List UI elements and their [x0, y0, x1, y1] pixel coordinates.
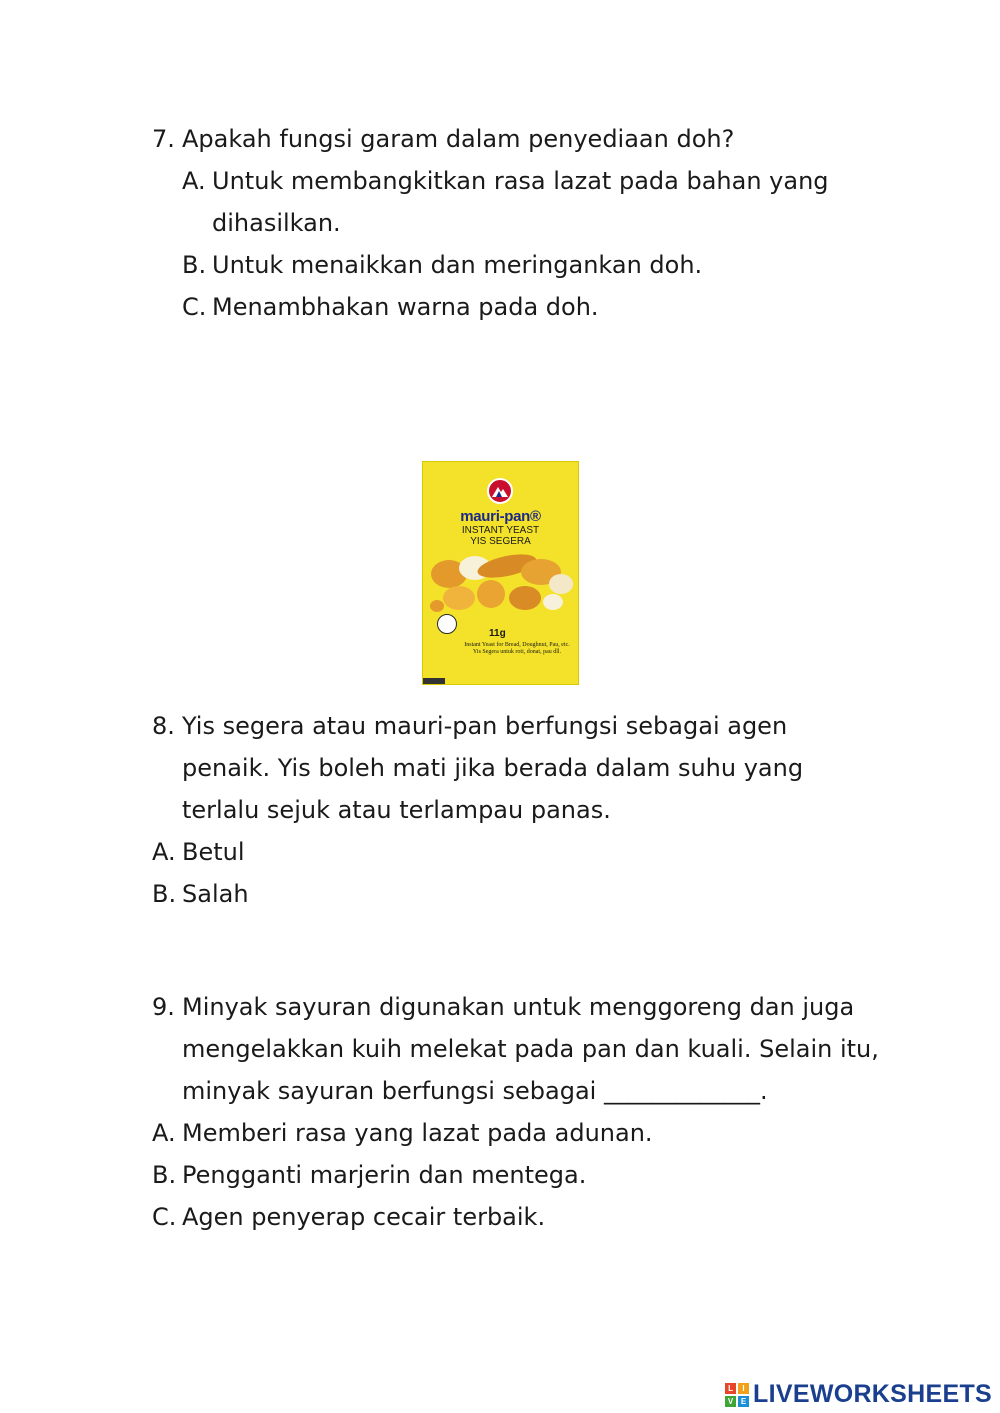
option-letter: C.	[152, 1203, 177, 1231]
option-a[interactable]	[152, 831, 872, 873]
options-list	[182, 160, 872, 328]
option-letter: B.	[152, 880, 177, 908]
option-letter: A.	[152, 838, 176, 866]
option-b[interactable]	[152, 873, 872, 915]
option-b[interactable]	[152, 1154, 912, 1196]
option-text: Memberi rasa yang lazat pada adunan.	[182, 1119, 653, 1147]
option-text: Menambhakan warna pada doh.	[212, 293, 599, 321]
option-letter: B.	[182, 251, 207, 279]
question-text: Apakah fungsi garam dalam penyediaan doh?	[182, 125, 735, 153]
question-text: Yis segera atau mauri-pan berfungsi sebagai agen penaik. Yis boleh mati jika berada dalam suhu yang terlalu sejuk atau terlampau panas.	[182, 712, 804, 824]
question-number: 7.	[152, 125, 175, 153]
option-letter: B.	[152, 1161, 177, 1189]
option-a[interactable]	[152, 1112, 912, 1154]
option-text: Untuk menaikkan dan meringankan doh.	[212, 251, 703, 279]
liveworksheets-mark-icon	[725, 1383, 749, 1407]
option-letter: A.	[152, 1119, 176, 1147]
option-text: Betul	[182, 838, 245, 866]
option-text: Salah	[182, 880, 249, 908]
packet-brand: mauri-pan®	[460, 508, 541, 525]
option-letter: A.	[182, 167, 206, 195]
question-7	[152, 118, 872, 328]
mark-letter: L	[725, 1383, 736, 1394]
question-text: Minyak sayuran digunakan untuk menggoreng dan juga mengelakkan kuih melekat pada pan dan kuali. Selain itu, minyak sayuran berfungsi sebagai _____________.	[182, 993, 879, 1105]
liveworksheets-wordmark: LIVEWORKSHEETS	[753, 1380, 992, 1408]
options-list	[152, 831, 872, 915]
packet-weight: 11g	[489, 628, 506, 639]
mark-letter: V	[725, 1396, 736, 1407]
bread-illustration	[429, 550, 575, 616]
option-text: Untuk membangkitkan rasa lazat pada bahan yang dihasilkan.	[212, 167, 829, 237]
yeast-packet-image	[422, 461, 579, 685]
option-text: Pengganti marjerin dan mentega.	[182, 1161, 587, 1189]
packet-line-2: YIS SEGERA	[470, 536, 531, 547]
packet-line-1: INSTANT YEAST	[461, 525, 540, 536]
packet-small-text: Instant Yeast for Bread, Doughnut, Pau, etc. Yis Segera untuk roti, donat, pau dll.	[464, 642, 570, 655]
liveworksheets-logo	[725, 1380, 992, 1409]
mountain-logo-icon	[487, 478, 513, 504]
option-b[interactable]	[182, 244, 872, 286]
question-8	[152, 705, 872, 915]
options-list	[152, 1112, 912, 1238]
mark-letter: E	[738, 1396, 749, 1407]
halal-seal-icon	[437, 614, 457, 634]
question-9	[152, 986, 912, 1238]
option-a[interactable]	[182, 160, 872, 244]
option-c[interactable]	[152, 1196, 912, 1238]
option-text: Agen penyerap cecair terbaik.	[182, 1203, 546, 1231]
question-number: 8.	[152, 712, 175, 740]
question-number: 9.	[152, 993, 175, 1021]
option-c[interactable]	[182, 286, 872, 328]
mark-letter: I	[738, 1383, 749, 1394]
option-letter: C.	[182, 293, 207, 321]
